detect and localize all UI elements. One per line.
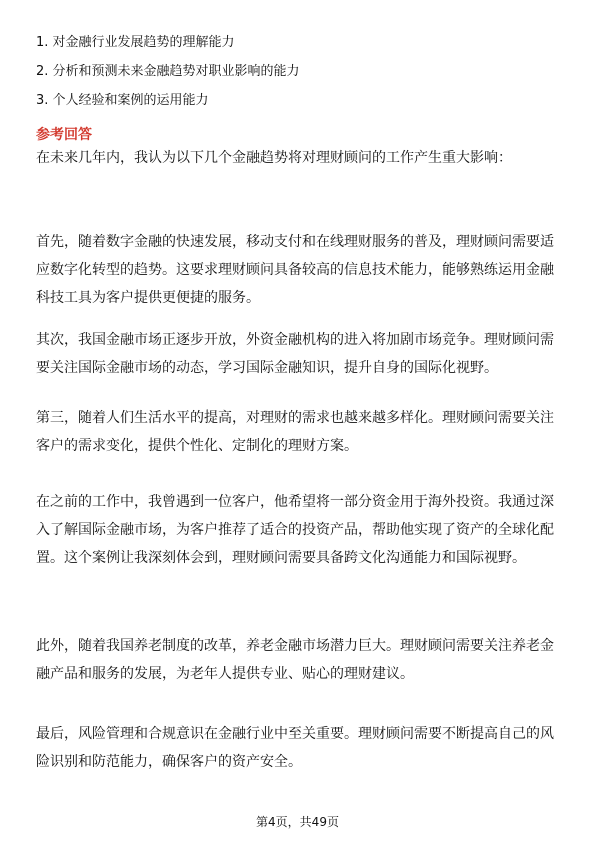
answer-paragraph: 在之前的工作中，我曾遇到一位客户，他希望将一部分资金用于海外投资。我通过深入了解国际金融市场，为客户推荐了适合的投资产品，帮助他实现了资产的全球化配置。这个案例让我深刻体会到，理财顾问需要具备跨文化沟通能力和国际视野。 <box>36 494 554 566</box>
page-number: 第4页，共49页 <box>256 815 339 829</box>
criterion-item: 1. 对金融行业发展趋势的理解能力 <box>36 35 235 50</box>
answer-paragraph: 其次，我国金融市场正逐步开放，外资金融机构的进入将加剧市场竞争。理财顾问需要关注国际金融市场的动态，学习国际金融知识，提升自身的国际化视野。 <box>36 332 554 376</box>
answer-paragraph: 第三，随着人们生活水平的提高，对理财的需求也越来越多样化。理财顾问需要关注客户的需求变化，提供个性化、定制化的理财方案。 <box>36 410 554 454</box>
criterion-item: 3. 个人经验和案例的运用能力 <box>36 93 209 108</box>
answer-label: 参考回答 <box>36 127 92 143</box>
answer-paragraph: 在未来几年内，我认为以下几个金融趋势将对理财顾问的工作产生重大影响： <box>36 150 512 166</box>
answer-paragraph: 最后，风险管理和合规意识在金融行业中至关重要。理财顾问需要不断提高自己的风险识别和防范能力，确保客户的资产安全。 <box>36 726 554 770</box>
criterion-item: 2. 分析和预测未来金融趋势对职业影响的能力 <box>36 64 300 79</box>
answer-paragraph: 此外，随着我国养老制度的改革，养老金融市场潜力巨大。理财顾问需要关注养老金融产品和服务的发展，为老年人提供专业、贴心的理财建议。 <box>36 638 554 682</box>
answer-paragraph: 首先，随着数字金融的快速发展，移动支付和在线理财服务的普及，理财顾问需要适应数字化转型的趋势。这要求理财顾问具备较高的信息技术能力，能够熟练运用金融科技工具为客户提供更便捷的服务。 <box>36 234 554 306</box>
